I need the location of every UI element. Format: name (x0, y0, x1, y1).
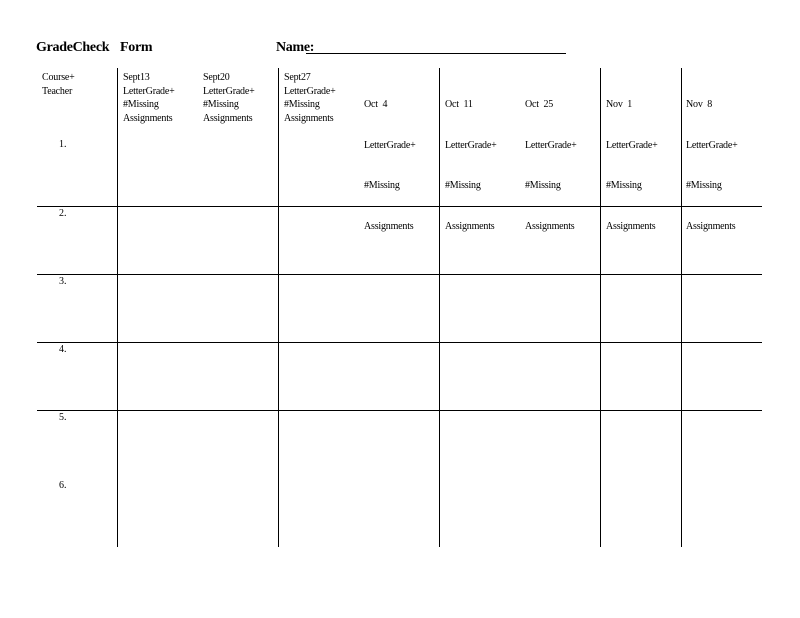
column-line3: #Missing (686, 180, 722, 191)
form-label: Form (120, 40, 153, 55)
column-date: Sept20 (203, 72, 230, 83)
row-divider (37, 206, 762, 207)
column-line2: LetterGrade+ (364, 139, 416, 151)
column-line3: #Missing (525, 180, 561, 191)
column-divider (439, 68, 440, 547)
app-title: GradeCheck (36, 40, 110, 55)
course-teacher-header (42, 71, 75, 98)
column-line4: Assignments (123, 112, 173, 124)
column-date: Oct 4 (364, 99, 388, 110)
column-line3: #Missing (284, 99, 320, 110)
column-line2: LetterGrade+ (525, 139, 577, 151)
row-divider (37, 342, 762, 343)
column-header (203, 71, 255, 125)
column-header (123, 71, 175, 125)
column-date: Oct 11 (445, 99, 473, 110)
column-divider (117, 68, 118, 547)
column-line2: LetterGrade+ (606, 139, 658, 151)
column-line4: Assignments (364, 220, 414, 232)
column-date: Nov 1 (606, 99, 633, 110)
column-header (606, 71, 658, 247)
column-date: Oct 25 (525, 99, 554, 110)
column-line4: Assignments (606, 220, 656, 232)
column-line4: Assignments (525, 220, 575, 232)
column-line2: LetterGrade+ (284, 85, 336, 97)
column-divider (600, 68, 601, 547)
row-number: 1. (59, 139, 67, 150)
column-header (525, 71, 577, 247)
column-line2: LetterGrade+ (445, 139, 497, 151)
row-number: 5. (59, 412, 67, 423)
column-line4: Assignments (445, 220, 495, 232)
column-line3: #Missing (203, 99, 239, 110)
column-line4: Assignments (203, 112, 253, 124)
column-divider (278, 68, 279, 547)
column-line2: LetterGrade+ (123, 85, 175, 97)
column-line3: #Missing (445, 180, 481, 191)
column-date: Sept27 (284, 72, 311, 83)
column-line2: LetterGrade+ (203, 85, 255, 97)
column-line3: #Missing (364, 180, 400, 191)
row-number: 4. (59, 344, 67, 355)
row-number: 2. (59, 208, 67, 219)
teacher-header-line: Teacher (42, 85, 73, 97)
column-line4: Assignments (284, 112, 334, 124)
column-line3: #Missing (606, 180, 642, 191)
column-line3: #Missing (123, 99, 159, 110)
course-header-line: Course+ (42, 72, 75, 83)
column-line2: LetterGrade+ (686, 139, 738, 151)
name-label: Name: (276, 40, 315, 55)
row-divider (37, 274, 762, 275)
column-date: Nov 8 (686, 99, 713, 110)
name-input-line[interactable] (306, 53, 566, 54)
column-header (686, 71, 738, 247)
row-number: 6. (59, 480, 67, 491)
column-divider (681, 68, 682, 547)
row-divider (37, 410, 762, 411)
column-date: Sept13 (123, 72, 150, 83)
column-header (445, 71, 497, 247)
column-header (364, 71, 416, 247)
row-number: 3. (59, 276, 67, 287)
column-header (284, 71, 336, 125)
column-line4: Assignments (686, 220, 736, 232)
